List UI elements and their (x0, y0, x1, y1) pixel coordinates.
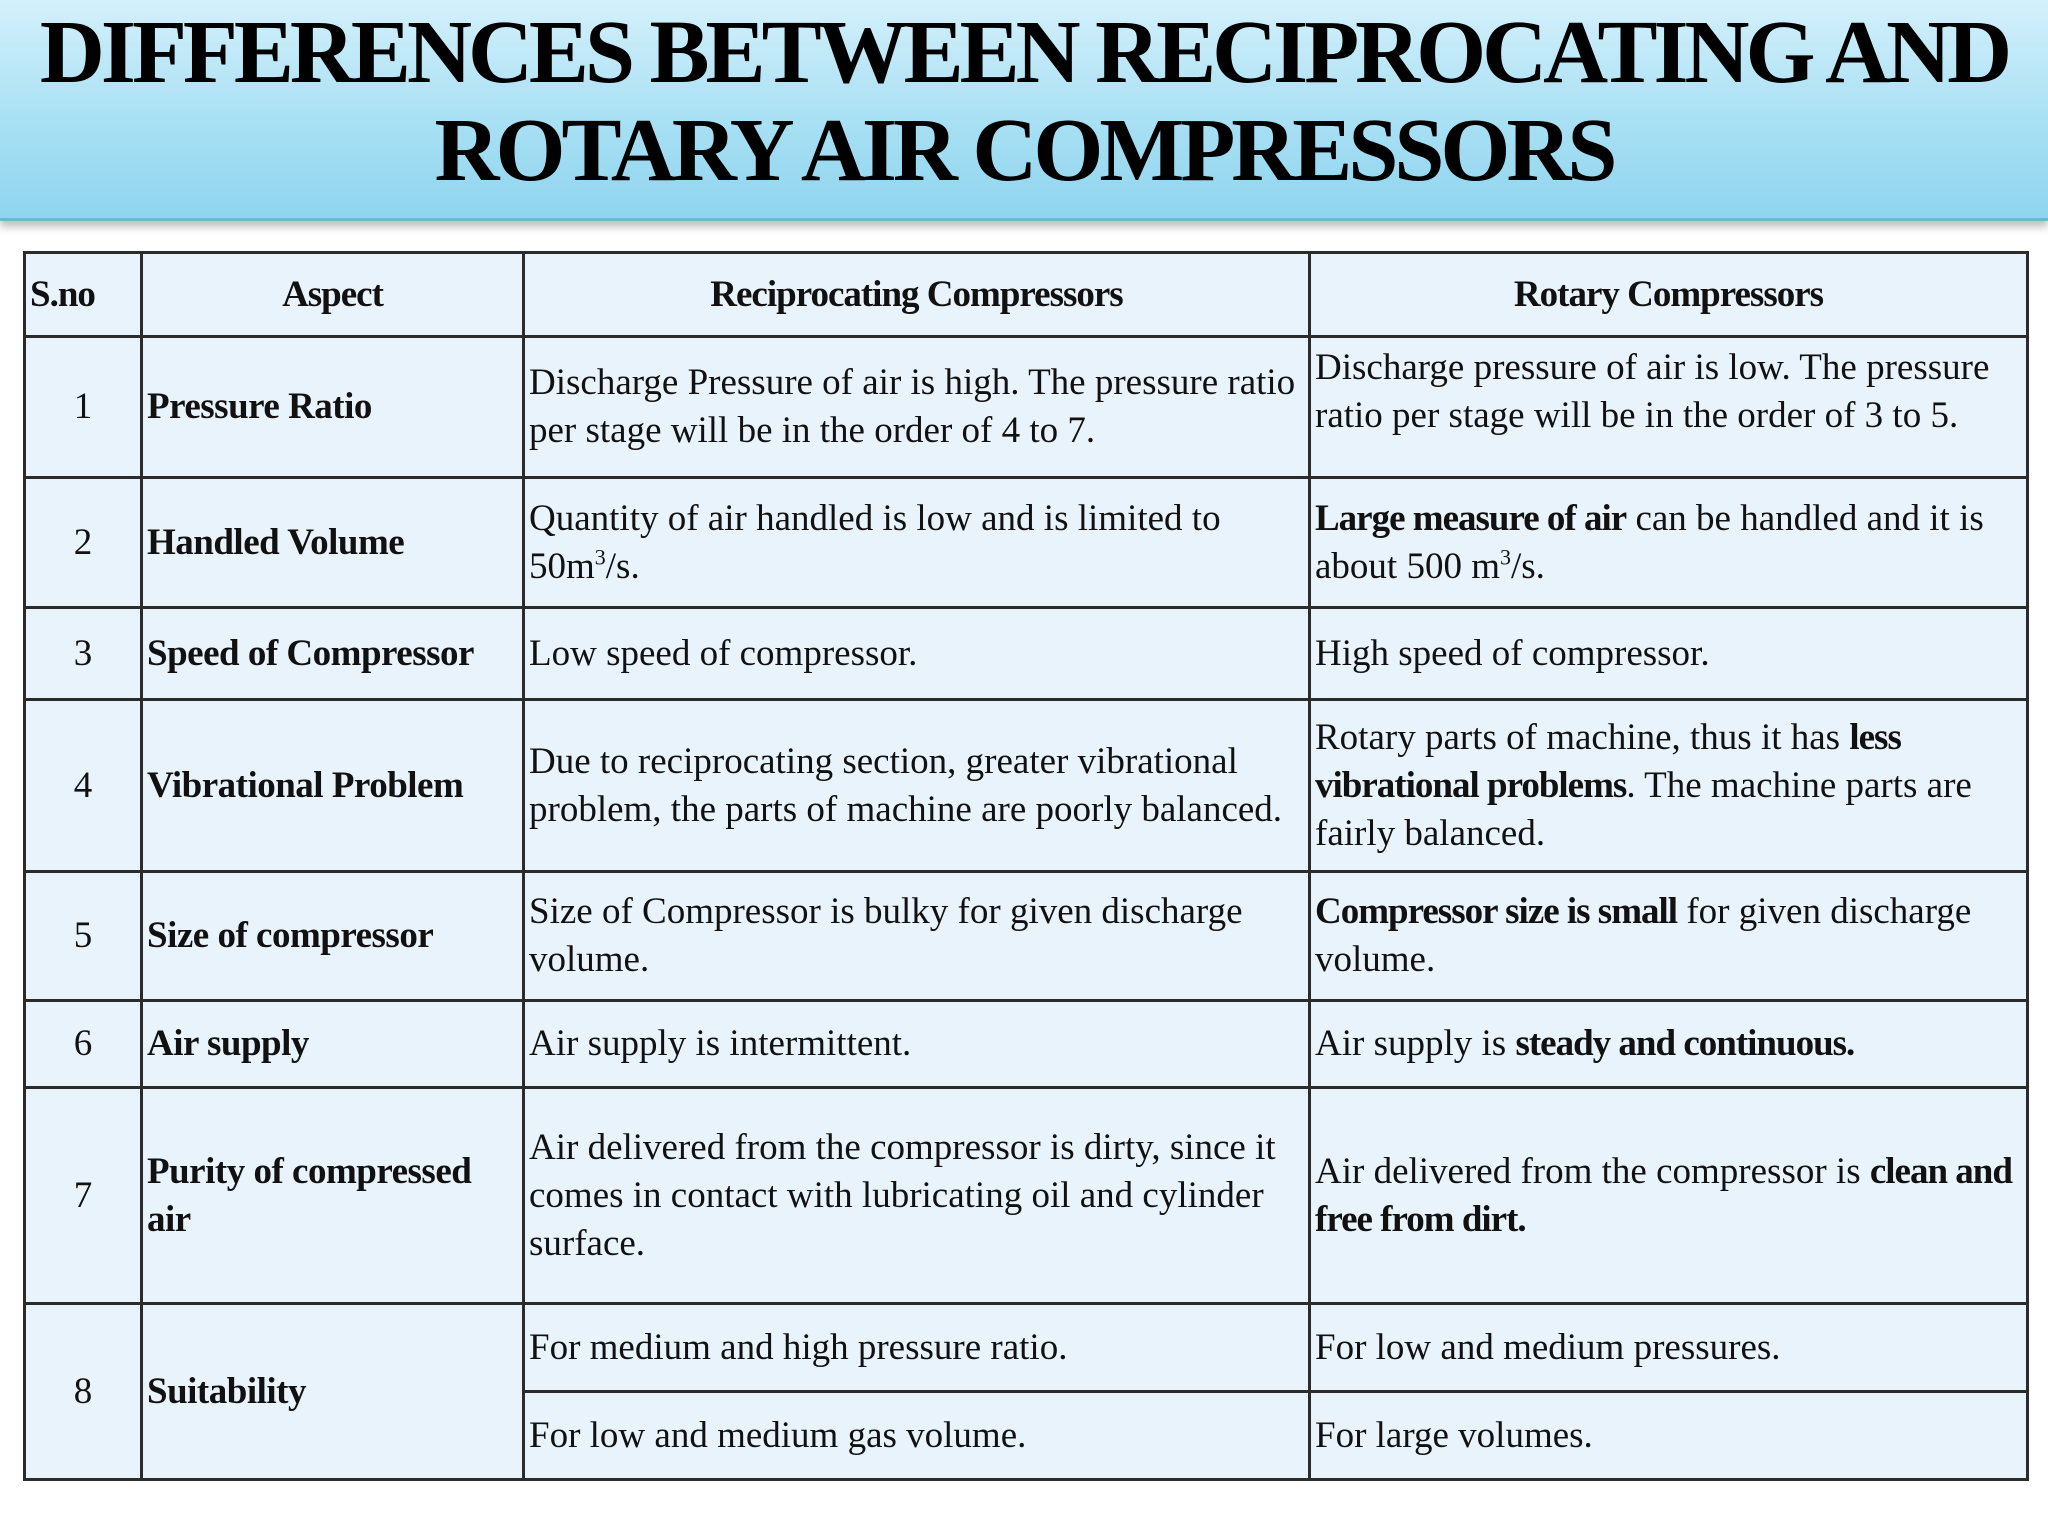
rotary-cell (1310, 1088, 2028, 1304)
rotary-cell: For large volumes. (1310, 1392, 2028, 1480)
header-sno: S.no (25, 253, 142, 337)
reciprocating-cell: Air supply is intermittent. (524, 1001, 1310, 1088)
reciprocating-cell: For medium and high pressure ratio. (524, 1304, 1310, 1392)
table-row (25, 700, 2028, 872)
title-line-1: DIFFERENCES BETWEEN RECIPROCATING AND (39, 3, 2009, 102)
row-number: 7 (25, 1088, 142, 1304)
bold-text: steady and continuous. (1515, 1023, 1855, 1064)
rotary-cell (1310, 700, 2028, 872)
aspect-cell: Speed of Compressor (142, 608, 524, 700)
aspect-cell: Handled Volume (142, 478, 524, 608)
aspect-cell: Purity of compressed air (142, 1088, 524, 1304)
cell-text: /s. (1510, 545, 1545, 587)
header-aspect: Aspect (142, 253, 524, 337)
comparison-table-container (23, 251, 2026, 1481)
aspect-cell: Size of compressor (142, 872, 524, 1001)
reciprocating-cell (524, 478, 1310, 608)
table-row (25, 478, 2028, 608)
row-number: 2 (25, 478, 142, 608)
header-row (25, 253, 2028, 337)
superscript: 3 (1499, 544, 1511, 570)
title-banner (0, 0, 2048, 221)
cell-text: Rotary parts of machine, thus it has (1315, 716, 1850, 758)
cell-text: Air supply is (1315, 1023, 1516, 1064)
comparison-table (23, 251, 2029, 1481)
aspect-cell: Vibrational Problem (142, 700, 524, 872)
reciprocating-cell: Size of Compressor is bulky for given discharge volume. (524, 872, 1310, 1001)
row-number: 5 (25, 872, 142, 1001)
table-row (25, 872, 2028, 1001)
cell-text: . The machine parts are fairly balanced. (1315, 764, 1972, 854)
bold-text: clean and free from dirt. (1315, 1150, 2012, 1240)
reciprocating-cell: Low speed of compressor. (524, 608, 1310, 700)
bold-text: Large measure of air (1315, 497, 1627, 539)
row-number: 6 (25, 1001, 142, 1088)
cell-text: can be handled and it is about 500 m (1315, 497, 1984, 587)
reciprocating-cell: Due to reciprocating section, greater vibrational problem, the parts of machine are poorly balanced. (524, 700, 1310, 872)
bold-text: less vibrational problems (1315, 716, 1901, 806)
table-row (25, 1088, 2028, 1304)
table-row (25, 337, 2028, 478)
cell-text: /s. (605, 545, 640, 587)
rotary-cell (1310, 478, 2028, 608)
table-row (25, 1304, 2028, 1392)
cell-text: for given discharge volume. (1315, 891, 1972, 980)
row-number: 4 (25, 700, 142, 872)
aspect-cell: Air supply (142, 1001, 524, 1088)
reciprocating-cell: Discharge Pressure of air is high. The pressure ratio per stage will be in the order of 4 to 7. (524, 337, 1310, 478)
rotary-cell (1310, 1001, 2028, 1088)
cell-text: Quantity of air handled is low and is limited to 50m (529, 497, 1221, 587)
header-rotary: Rotary Compressors (1310, 253, 2028, 337)
reciprocating-cell: For low and medium gas volume. (524, 1392, 1310, 1480)
rotary-cell (1310, 872, 2028, 1001)
row-number: 8 (25, 1304, 142, 1480)
rotary-cell: Discharge pressure of air is low. The pressure ratio per stage will be in the order of 3 to 5. (1310, 337, 2028, 478)
aspect-cell: Suitability (142, 1304, 524, 1480)
title-line-2: ROTARY AIR COMPRESSORS (434, 101, 1614, 200)
rotary-cell: For low and medium pressures. (1310, 1304, 2028, 1392)
reciprocating-cell: Air delivered from the compressor is dirty, since it comes in contact with lubricating oil and cylinder surface. (524, 1088, 1310, 1304)
aspect-cell: Pressure Ratio (142, 337, 524, 478)
superscript: 3 (594, 544, 606, 570)
row-number: 3 (25, 608, 142, 700)
table-row (25, 608, 2028, 700)
row-number: 1 (25, 337, 142, 478)
rotary-cell: High speed of compressor. (1310, 608, 2028, 700)
table-row (25, 1001, 2028, 1088)
bold-text: Compressor size is small (1315, 891, 1678, 932)
header-reciprocating: Reciprocating Compressors (524, 253, 1310, 337)
cell-text: Air delivered from the compressor is (1315, 1150, 1870, 1192)
page-title (0, 4, 2048, 200)
